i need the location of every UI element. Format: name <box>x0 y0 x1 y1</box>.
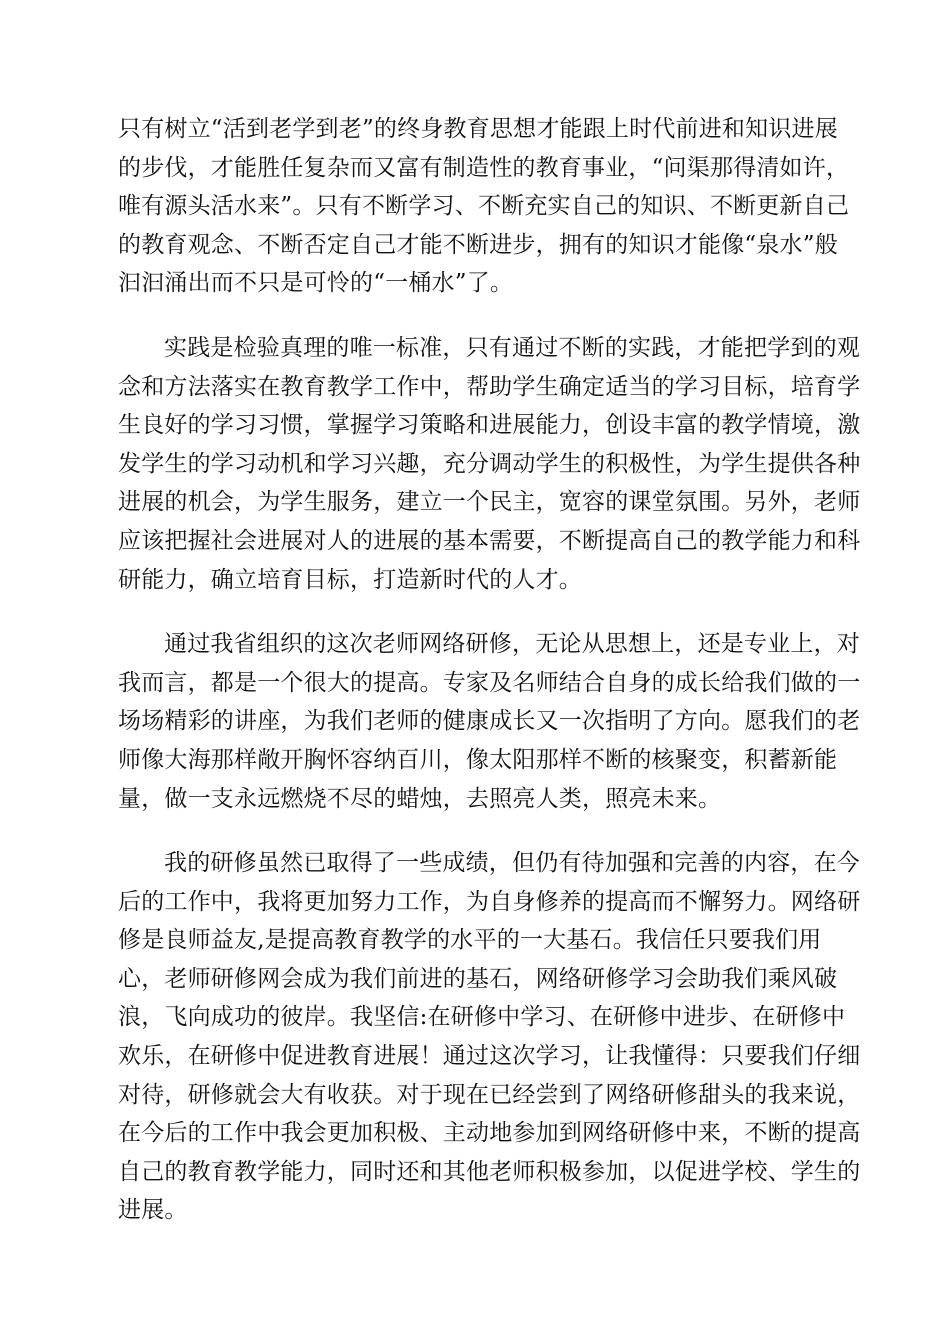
text-line: 实践是检验真理的唯一标准，只有通过不断的实践，才能把学到的观 <box>164 334 860 361</box>
text-line: 研能力，确立培育目标，打造新时代的人才。 <box>118 566 582 593</box>
text-line: 我而言，都是一个很大的提高。专家及名师结合自身的成长给我们做的一 <box>118 669 861 696</box>
paragraph-1 <box>118 110 850 303</box>
text-line: 生良好的学习习惯，掌握学习策略和进展能力，创设丰富的教学情境，激 <box>118 412 861 439</box>
text-line: 发学生的学习动机和学习兴趣，充分调动学生的积极性，为学生提供各种 <box>118 450 861 477</box>
paragraph-2 <box>118 329 861 599</box>
text-line: 场场精彩的讲座，为我们老师的健康成长又一次指明了方向。愿我们的老 <box>118 708 861 735</box>
paragraph-4 <box>118 844 861 1230</box>
text-line: 自己的教育教学能力，同时还和其他老师积极参加，以促进学校、学生的 <box>118 1158 861 1185</box>
text-line: 的步伐，才能胜任复杂而又富有制造性的教育事业，“问渠那得清如许， <box>118 154 850 181</box>
text-line: 在今后的工作中我会更加积极、主动地参加到网络研修中来，不断的提高 <box>118 1120 861 1147</box>
text-line: 唯有源头活水来”。只有不断学习、不断充实自己的知识、不断更新自己 <box>118 193 850 220</box>
text-line: 欢乐，在研修中促进教育进展！通过这次学习，让我懂得：只要我们仔细 <box>118 1043 861 1070</box>
text-line: 我的研修虽然已取得了一些成绩，但仍有待加强和完善的内容，在今 <box>164 850 860 877</box>
text-line: 汩汩涌出而不只是可怜的“一桶水”了。 <box>118 270 514 297</box>
text-line: 进展的机会，为学生服务，建立一个民主，宽容的课堂氛围。另外，老师 <box>118 489 861 516</box>
text-line: 通过我省组织的这次老师网络研修，无论从思想上，还是专业上，对 <box>164 631 860 658</box>
text-line: 应该把握社会进展对人的进展的基本需要，不断提高自己的教学能力和科 <box>118 527 861 554</box>
text-line: 量，做一支永远燃烧不尽的蜡烛，去照亮人类，照亮未来。 <box>118 785 722 812</box>
text-line: 修是良师益友,是提高教育教学的水平的一大基石。我信任只要我们用 <box>118 927 822 954</box>
text-line: 进展。 <box>118 1197 188 1224</box>
text-line: 浪，飞向成功的彼岸。我坚信:在研修中学习、在研修中进步、在研修中 <box>118 1004 846 1031</box>
document-body <box>118 110 861 1230</box>
text-line: 只有树立“活到老学到老”的终身教育思想才能跟上时代前进和知识进展 <box>118 116 838 142</box>
text-line: 心，老师研修网会成为我们前进的基石，网络研修学习会助我们乘风破 <box>118 965 838 992</box>
text-line: 后的工作中，我将更加努力工作，为自身修养的提高而不懈努力。网络研 <box>118 888 861 915</box>
text-line: 师像大海那样敞开胸怀容纳百川，像太阳那样不断的核聚变，积蓄新能 <box>118 746 838 773</box>
paragraph-3 <box>118 625 861 818</box>
text-line: 的教育观念、不断否定自己才能不断进步，拥有的知识才能像“泉水”般 <box>118 231 838 258</box>
text-line: 念和方法落实在教育教学工作中，帮助学生确定适当的学习目标，培育学 <box>118 373 861 400</box>
text-line: 对待，研修就会大有收获。对于现在已经尝到了网络研修甜头的我来说， <box>118 1081 861 1108</box>
